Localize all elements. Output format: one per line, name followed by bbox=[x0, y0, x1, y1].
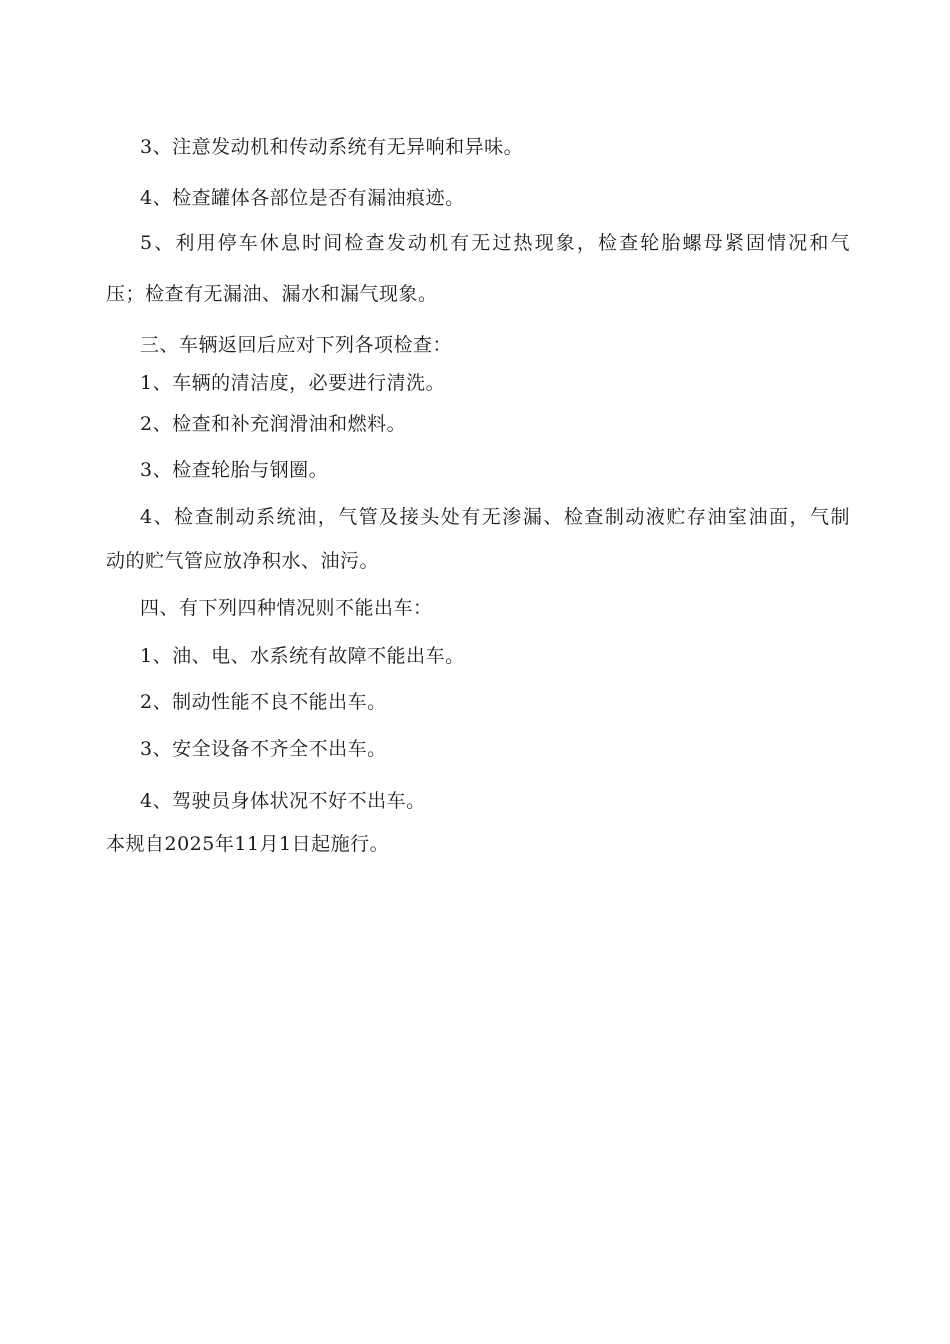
paragraph-line: 3、注意发动机和传动系统有无异响和异味。 bbox=[140, 136, 524, 158]
paragraph-line: 5、利用停车休息时间检查发动机有无过热现象，检查轮胎螺母紧固情况和气 bbox=[140, 232, 850, 254]
paragraph-line: 4、检查制动系统油，气管及接头处有无渗漏、检查制动液贮存油室油面，气制 bbox=[140, 506, 850, 528]
paragraph-line: 2、制动性能不良不能出车。 bbox=[140, 691, 387, 713]
paragraph-line: 1、油、电、水系统有故障不能出车。 bbox=[140, 645, 465, 667]
section-heading: 四、有下列四种情况则不能出车： bbox=[140, 597, 433, 619]
paragraph-line: 3、安全设备不齐全不出车。 bbox=[140, 738, 387, 760]
section-heading: 三、车辆返回后应对下列各项检查： bbox=[140, 334, 453, 356]
paragraph-line: 动的贮气管应放净积水、油污。 bbox=[106, 550, 380, 572]
paragraph-line: 2、检查和补充润滑油和燃料。 bbox=[140, 413, 407, 435]
paragraph-line: 压；检查有无漏油、漏水和漏气现象。 bbox=[106, 283, 438, 305]
paragraph-line: 3、检查轮胎与钢圈。 bbox=[140, 459, 329, 481]
paragraph-line: 4、检查罐体各部位是否有漏油痕迹。 bbox=[140, 187, 465, 209]
paragraph-line: 1、车辆的清洁度，必要进行清洗。 bbox=[140, 372, 446, 394]
paragraph-line: 4、驾驶员身体状况不好不出车。 bbox=[140, 790, 426, 812]
effective-date-line: 本规自2025年11月1日起施行。 bbox=[106, 833, 390, 855]
